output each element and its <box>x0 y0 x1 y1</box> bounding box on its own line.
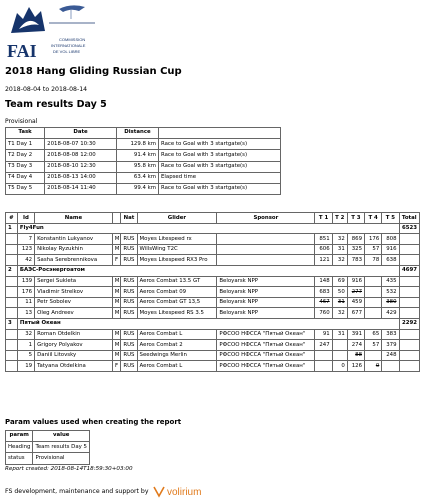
results-col-nat: Nat <box>121 213 137 224</box>
pilot-id: 139 <box>17 276 34 287</box>
pilot-nat: RUS <box>121 244 137 255</box>
pilot-glider: Aeros Combat 13.5 GT <box>137 276 217 287</box>
task-name: T5 Day 5 <box>6 183 45 194</box>
volirium-logo[interactable] <box>152 484 234 498</box>
pilot-score-t2: 32 <box>332 255 347 266</box>
task-type: Race to Goal with 3 startgate(s) <box>159 139 281 150</box>
pilot-score-t5: 248 <box>382 350 399 361</box>
results-col-t5: T 5 <box>382 213 399 224</box>
pilot-score-t1 <box>315 361 332 372</box>
pilot-rank-cell <box>6 276 18 287</box>
task-name: T3 Day 3 <box>6 161 45 172</box>
pilot-total-cell <box>399 361 419 372</box>
pilot-nat: RUS <box>121 329 137 340</box>
params-header-row <box>6 431 90 442</box>
pilot-gender: F <box>112 361 121 372</box>
pilot-gender: M <box>112 350 121 361</box>
tasks-col-date: Date <box>45 128 117 139</box>
pilot-score-t4: 0 <box>365 361 382 372</box>
pilot-nat: RUS <box>121 340 137 351</box>
pilot-score-t2: 50 <box>332 287 347 298</box>
pilot-glider: Aeros Combat L <box>137 329 217 340</box>
pilot-row <box>6 287 420 298</box>
team-total: 4697 <box>399 265 419 276</box>
task-type: Race to Goal with 3 startgate(s) <box>159 161 281 172</box>
params-col-value: value <box>33 431 90 442</box>
params-table <box>5 430 90 465</box>
params-col-param: param <box>6 431 33 442</box>
pilot-gender: M <box>112 329 121 340</box>
pilot-score-t4 <box>365 350 382 361</box>
pilot-gender: M <box>112 276 121 287</box>
pilot-name: Oleg Andreev <box>35 308 113 319</box>
pilot-total-cell <box>399 350 419 361</box>
pilot-score-t1: 606 <box>315 244 332 255</box>
pilot-score-t3: 277 <box>347 287 364 298</box>
pilot-row <box>6 329 420 340</box>
pilot-gender: M <box>112 297 121 308</box>
results-header-row <box>6 213 420 224</box>
pilot-row <box>6 244 420 255</box>
pilot-id: 123 <box>17 244 34 255</box>
pilot-score-t5 <box>382 361 399 372</box>
pilot-total-cell <box>399 340 419 351</box>
param-row <box>6 442 90 453</box>
pilot-total-cell <box>399 244 419 255</box>
team-total: 2292 <box>399 318 419 329</box>
pilot-glider: Aeros Combat 09 <box>137 287 217 298</box>
pilot-score-t5: 532 <box>382 287 399 298</box>
pilot-score-t4: 78 <box>365 255 382 266</box>
pilot-name: Nikolay Ryzukhin <box>35 244 113 255</box>
pilot-score-t1: 121 <box>315 255 332 266</box>
task-row <box>6 150 281 161</box>
svg-text:COMMISSION: COMMISSION <box>59 37 86 42</box>
pilot-sponsor <box>217 244 315 255</box>
pilot-score-t4: 176 <box>365 234 382 245</box>
pilot-total-cell <box>399 297 419 308</box>
tasks-table <box>5 127 281 195</box>
pilot-sponsor: РФСОО НФССА "Пятый Океан" <box>217 329 315 340</box>
pilot-total-cell <box>399 234 419 245</box>
task-row <box>6 183 281 194</box>
pilot-sponsor: Beloyarsk NPP <box>217 287 315 298</box>
pilot-nat: RUS <box>121 297 137 308</box>
pilot-glider: Aeros Combat L <box>137 361 217 372</box>
pilot-score-t1: 683 <box>315 287 332 298</box>
pilot-score-t5: 808 <box>382 234 399 245</box>
pilot-score-t4 <box>365 308 382 319</box>
pilot-rank-cell <box>6 297 18 308</box>
team-rank: 1 <box>6 223 18 234</box>
task-type: Race to Goal with 3 startgate(s) <box>159 150 281 161</box>
pilot-rank-cell <box>6 255 18 266</box>
team-results-table <box>5 212 420 372</box>
results-col-t2: T 2 <box>332 213 347 224</box>
report-created-timestamp: Report created: 2018-08-14T18:59:30+03:00 <box>5 466 133 472</box>
team-row <box>6 265 420 276</box>
pilot-row <box>6 297 420 308</box>
pilot-id: 1 <box>17 340 34 351</box>
pilot-score-t1 <box>315 350 332 361</box>
pilot-nat: RUS <box>121 361 137 372</box>
pilot-score-t5: 638 <box>382 255 399 266</box>
pilot-glider: Aeros Combat GT 13,5 <box>137 297 217 308</box>
task-distance: 63.4 km <box>116 172 158 183</box>
pilot-sponsor <box>217 255 315 266</box>
task-date: 2018-08-08 12:00 <box>45 150 117 161</box>
pilot-id: 42 <box>17 255 34 266</box>
pilot-glider: WillsWing T2C <box>137 244 217 255</box>
pilot-nat: RUS <box>121 234 137 245</box>
fai-logo-letters: FAI <box>7 41 37 59</box>
results-col-t3: T 3 <box>347 213 364 224</box>
pilot-score-t5: 380 <box>382 297 399 308</box>
pilot-score-t3: 459 <box>347 297 364 308</box>
pilot-sponsor: РФСОО НФССА "Пятый Океан" <box>217 340 315 351</box>
fai-logo <box>5 3 97 59</box>
param-value: Provisional <box>33 453 90 464</box>
pilot-sponsor <box>217 234 315 245</box>
footer <box>5 484 234 498</box>
pilot-name: Sasha Serebrennikova <box>35 255 113 266</box>
task-row <box>6 139 281 150</box>
pilot-nat: RUS <box>121 287 137 298</box>
task-name: T1 Day 1 <box>6 139 45 150</box>
pilot-total-cell <box>399 255 419 266</box>
task-row <box>6 161 281 172</box>
param-name: Heading <box>6 442 33 453</box>
svg-text:DE VOL LIBRE: DE VOL LIBRE <box>53 49 81 54</box>
competition-dates: 2018-08-04 to 2018-08-14 <box>5 86 88 93</box>
footer-text: FS development, maintenance and support by <box>5 487 149 495</box>
pilot-name: Tatyana Otdelkina <box>35 361 113 372</box>
pilot-score-t4: 65 <box>365 329 382 340</box>
pilot-nat: RUS <box>121 350 137 361</box>
pilot-score-t2: 32 <box>332 308 347 319</box>
pilot-id: 7 <box>17 234 34 245</box>
pilot-rank-cell <box>6 287 18 298</box>
results-col-name: Name <box>35 213 113 224</box>
pilot-name: Daniil Litovsky <box>35 350 113 361</box>
pilot-name: Vladimir Strelkov <box>35 287 113 298</box>
pilot-name: Konstantin Lukyanov <box>35 234 113 245</box>
pilot-gender: M <box>112 340 121 351</box>
team-total: 6523 <box>399 223 419 234</box>
task-date: 2018-08-07 10:30 <box>45 139 117 150</box>
param-name: status <box>6 453 33 464</box>
pilot-sponsor: Beloyarsk NPP <box>217 308 315 319</box>
pilot-id: 19 <box>17 361 34 372</box>
pilot-rank-cell <box>6 361 18 372</box>
pilot-sponsor: РФСОО НФССА "Пятый Океан" <box>217 350 315 361</box>
pilot-row <box>6 276 420 287</box>
task-row <box>6 172 281 183</box>
param-row <box>6 453 90 464</box>
pilot-nat: RUS <box>121 276 137 287</box>
pilot-score-t1: 467 <box>315 297 332 308</box>
pilot-score-t3: 88 <box>347 350 364 361</box>
pilot-row <box>6 234 420 245</box>
pilot-score-t3: 916 <box>347 276 364 287</box>
pilot-score-t5: 429 <box>382 308 399 319</box>
pilot-score-t2: 31 <box>332 244 347 255</box>
task-distance: 99.4 km <box>116 183 158 194</box>
pilot-score-t4 <box>365 297 382 308</box>
pilot-nat: RUS <box>121 308 137 319</box>
pilot-score-t1: 148 <box>315 276 332 287</box>
results-col-glider: Glider <box>137 213 217 224</box>
pilot-row <box>6 361 420 372</box>
pilot-score-t3: 274 <box>347 340 364 351</box>
results-col-total: Total <box>399 213 419 224</box>
results-col-gender <box>112 213 121 224</box>
pilot-gender: M <box>112 308 121 319</box>
task-name: T2 Day 2 <box>6 150 45 161</box>
pilot-sponsor: Beloyarsk NPP <box>217 297 315 308</box>
results-col-rank: # <box>6 213 18 224</box>
pilot-score-t3: 391 <box>347 329 364 340</box>
team-name: БАЭС-Росэнергоатом <box>17 265 399 276</box>
team-row <box>6 318 420 329</box>
pilot-id: 32 <box>17 329 34 340</box>
pilot-name: Petr Sobolev <box>35 297 113 308</box>
team-rank: 2 <box>6 265 18 276</box>
pilot-glider: Moyes Litespeed RX3 Pro <box>137 255 217 266</box>
params-title: Param values used when creating the report <box>5 418 182 426</box>
pilot-gender: M <box>112 287 121 298</box>
pilot-id: 11 <box>17 297 34 308</box>
pilot-gender: M <box>112 244 121 255</box>
pilot-score-t1: 760 <box>315 308 332 319</box>
pilot-score-t2 <box>332 340 347 351</box>
pilot-score-t2 <box>332 350 347 361</box>
task-type: Race to Goal with 3 startgate(s) <box>159 183 281 194</box>
pilot-score-t4 <box>365 276 382 287</box>
task-type: Elapsed time <box>159 172 281 183</box>
team-name: Пятый Океан <box>17 318 399 329</box>
tasks-col-task: Task <box>6 128 45 139</box>
pilot-score-t2: 69 <box>332 276 347 287</box>
svg-text:INTERNATIONALE: INTERNATIONALE <box>51 43 86 48</box>
pilot-total-cell <box>399 308 419 319</box>
tasks-col-distance: Distance <box>116 128 158 139</box>
task-distance: 91.4 km <box>116 150 158 161</box>
pilot-gender: F <box>112 255 121 266</box>
pilot-id: 13 <box>17 308 34 319</box>
pilot-glider: Moyes Litespeed rx <box>137 234 217 245</box>
pilot-score-t3: 126 <box>347 361 364 372</box>
pilot-row <box>6 350 420 361</box>
team-rank: 3 <box>6 318 18 329</box>
task-distance: 95.8 km <box>116 161 158 172</box>
pilot-rank-cell <box>6 308 18 319</box>
param-value: Team results Day 5 <box>33 442 90 453</box>
pilot-glider: Seedwings Merlin <box>137 350 217 361</box>
pilot-score-t4 <box>365 287 382 298</box>
pilot-score-t5: 916 <box>382 244 399 255</box>
results-col-t4: T 4 <box>365 213 382 224</box>
pilot-name: Grigory Polyakov <box>35 340 113 351</box>
pilot-score-t4: 57 <box>365 244 382 255</box>
pilot-score-t3: 677 <box>347 308 364 319</box>
results-col-t1: T 1 <box>315 213 332 224</box>
tasks-col-type <box>159 128 281 139</box>
pilot-score-t1: 247 <box>315 340 332 351</box>
page-title: 2018 Hang Gliding Russian Cup <box>5 66 182 77</box>
team-name: Fly4Fun <box>17 223 399 234</box>
pilot-score-t3: 869 <box>347 234 364 245</box>
pilot-id: 176 <box>17 287 34 298</box>
pilot-score-t3: 325 <box>347 244 364 255</box>
pilot-score-t2: 0 <box>332 361 347 372</box>
task-distance: 129.8 km <box>116 139 158 150</box>
status-text: Provisional <box>5 118 38 125</box>
pilot-nat: RUS <box>121 255 137 266</box>
pilot-score-t4: 57 <box>365 340 382 351</box>
pilot-row <box>6 255 420 266</box>
pilot-id: 5 <box>17 350 34 361</box>
pilot-score-t2: 31 <box>332 297 347 308</box>
task-name: T4 Day 4 <box>6 172 45 183</box>
pilot-total-cell <box>399 329 419 340</box>
pilot-name: Roman Otdelkin <box>35 329 113 340</box>
pilot-score-t5: 379 <box>382 340 399 351</box>
pilot-rank-cell <box>6 234 18 245</box>
pilot-glider: Aeros Combat 2 <box>137 340 217 351</box>
pilot-gender: M <box>112 234 121 245</box>
pilot-rank-cell <box>6 329 18 340</box>
pilot-total-cell <box>399 287 419 298</box>
pilot-name: Sergei Sukleta <box>35 276 113 287</box>
pilot-glider: Moyes Litespeed RS 3.5 <box>137 308 217 319</box>
task-date: 2018-08-13 14:00 <box>45 172 117 183</box>
pilot-sponsor: РФСОО НФССА "Пятый Океан" <box>217 361 315 372</box>
pilot-rank-cell <box>6 350 18 361</box>
pilot-score-t2: 31 <box>332 329 347 340</box>
pilot-total-cell <box>399 276 419 287</box>
pilot-row <box>6 340 420 351</box>
team-row <box>6 223 420 234</box>
results-col-id: Id <box>17 213 34 224</box>
pilot-score-t5: 383 <box>382 329 399 340</box>
tasks-header-row <box>6 128 281 139</box>
volirium-logo-letters: volirium <box>166 487 201 498</box>
pilot-score-t1: 851 <box>315 234 332 245</box>
pilot-sponsor: Beloyarsk NPP <box>217 276 315 287</box>
report-heading: Team results Day 5 <box>5 99 107 110</box>
task-date: 2018-08-10 12:30 <box>45 161 117 172</box>
pilot-row <box>6 308 420 319</box>
task-date: 2018-08-14 11:40 <box>45 183 117 194</box>
pilot-score-t2: 32 <box>332 234 347 245</box>
pilot-rank-cell <box>6 340 18 351</box>
results-col-sponsor: Sponsor <box>217 213 315 224</box>
pilot-score-t1: 91 <box>315 329 332 340</box>
pilot-rank-cell <box>6 244 18 255</box>
pilot-score-t5: 435 <box>382 276 399 287</box>
pilot-score-t3: 783 <box>347 255 364 266</box>
